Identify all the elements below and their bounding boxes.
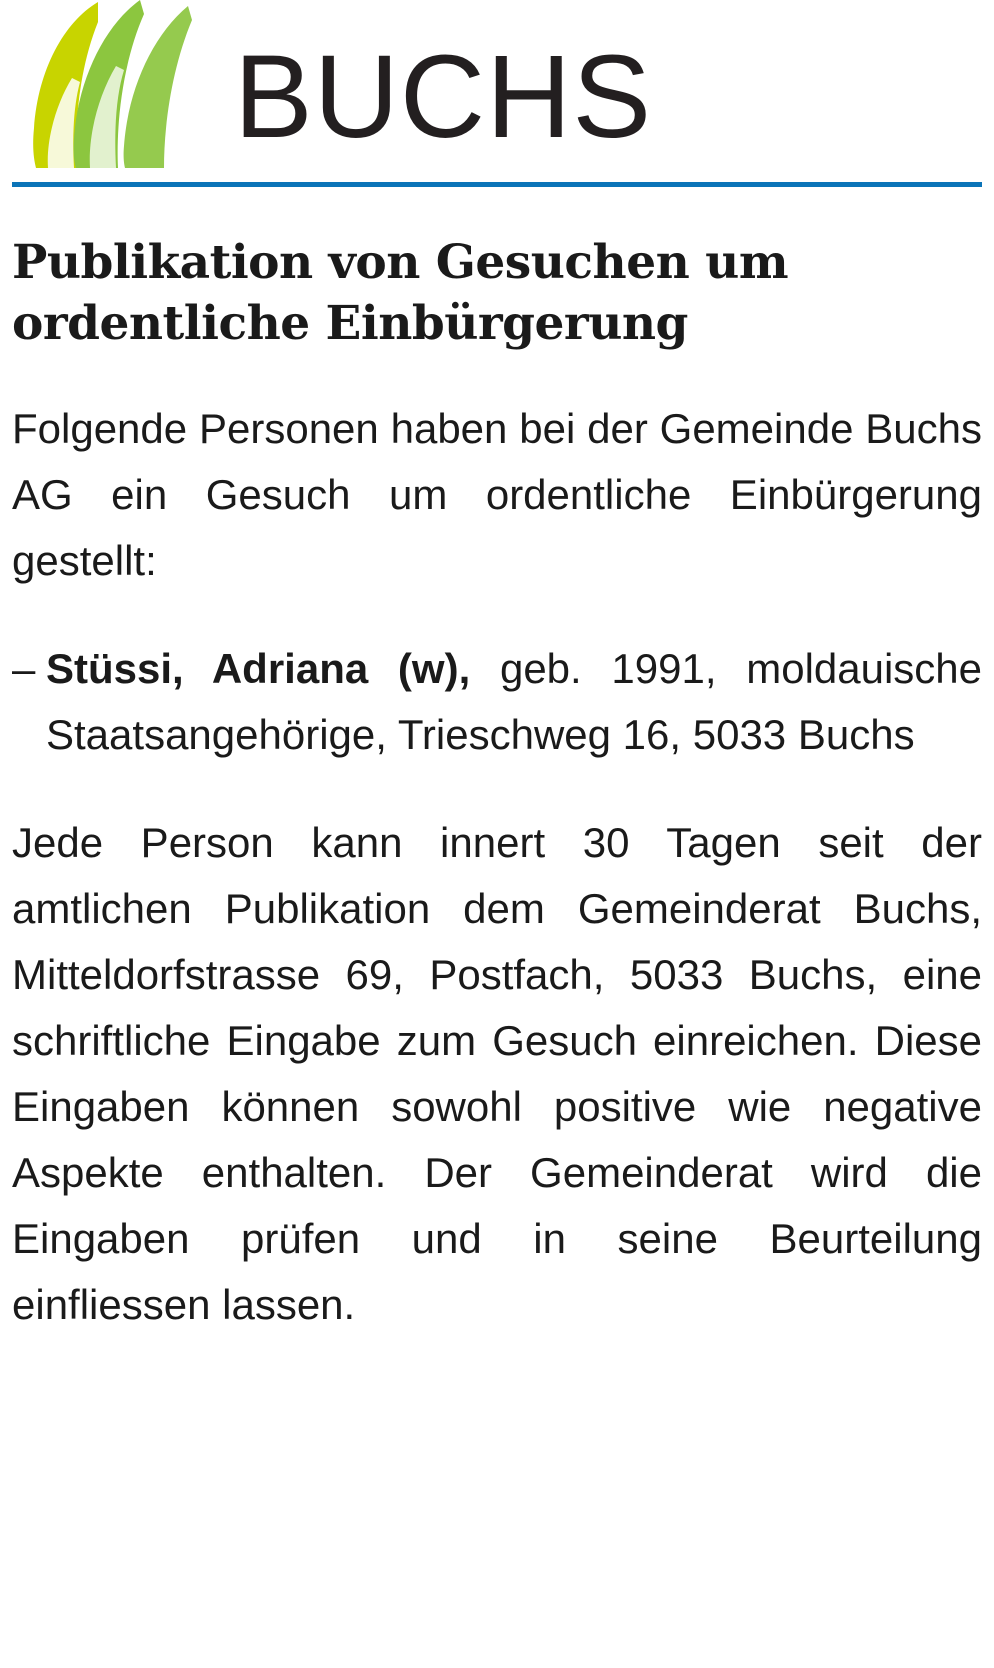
header-rule — [12, 182, 982, 187]
intro-paragraph: Folgende Personen haben bei der Gemeinde Buchs AG ein Gesuch um ordentliche Einbürgerung gestellt: — [12, 405, 982, 584]
applicant-list — [12, 636, 982, 768]
page-title: Publikation von Gesuchen um ordentliche Einbürgerung — [12, 235, 789, 351]
header — [12, 0, 982, 180]
logo-wordmark: BUCHS — [234, 31, 653, 163]
applicant-name: Stüssi, Adriana (w), — [46, 645, 471, 692]
applicant-details: geb. 1991, moldauische Staatsangehörige, Trieschweg 16, 5033 Buchs — [46, 645, 983, 758]
bullet-dash: – — [12, 645, 36, 692]
applicant-entry — [46, 636, 982, 768]
notice-paragraph: Jede Person kann innert 30 Tagen seit der amtlichen Publikation dem Gemeinderat Buchs, Mitteldorfstrasse 69, Postfach, 5033 Buchs, eine schriftliche Eingabe zum Gesuch einreichen. Diese Eingaben können sowohl positive wie negative Aspekte enthalten. Der Gemeinderat wird die Eingaben prüfen und in seine Beurteilung einfliessen lassen. — [12, 819, 982, 1328]
leaf-logo-icon — [12, 0, 212, 172]
list-item — [12, 636, 982, 768]
